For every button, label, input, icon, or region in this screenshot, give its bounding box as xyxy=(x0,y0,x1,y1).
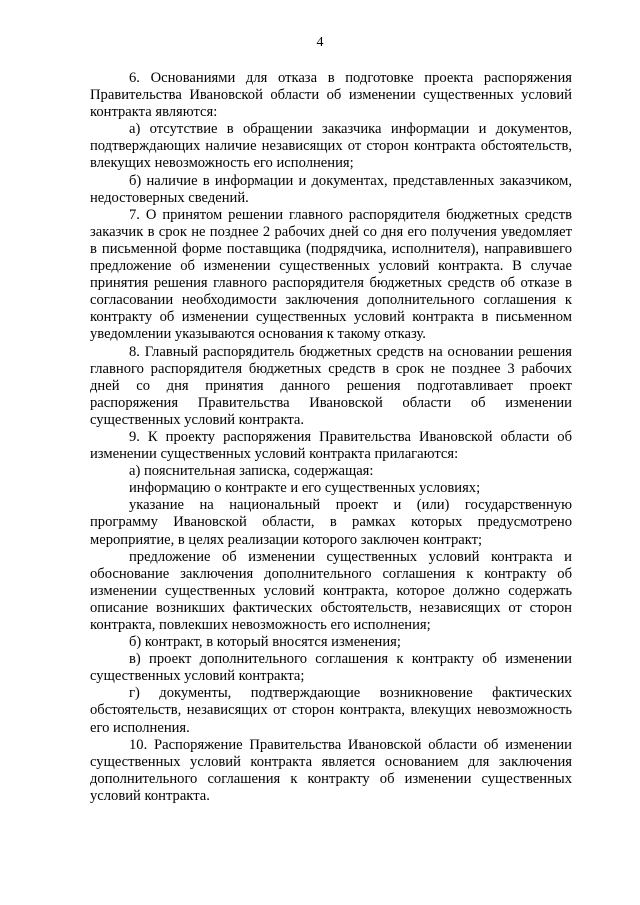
paragraph-9: 9. К проекту распоряжения Правительства Ивановской области об изменении существенных условий контракта прилагаются: xyxy=(90,428,572,463)
paragraph-9a-item-1: информацию о контракте и его существенных условиях; xyxy=(129,480,481,497)
paragraph-6b: б) наличие в информации и документах, представленных заказчиком, недостоверных сведений. xyxy=(90,172,572,206)
paragraph-9a-item-3: предложение об изменении существенных условий контракта и обоснование заключения дополнительного соглашения к контракту об изменении существенных условий контракта, которое должно содержать описание возникших фактических обстоятельств, независящих от сторон контракта, повлекших невозможность его исполнения; xyxy=(90,548,572,633)
page-number: 4 xyxy=(316,35,324,50)
paragraph-6: 6. Основаниями для отказа в подготовке проекта распоряжения Правительства Ивановской области об изменении существенных условий контракта являются: xyxy=(90,70,572,121)
paragraph-9b: б) контракт, в который вносятся изменения; xyxy=(129,634,401,651)
paragraph-9g: г) документы, подтверждающие возникновение фактических обстоятельств, независящих от сторон контракта, влекущих невозможность его исполнения. xyxy=(90,685,572,736)
paragraph-9a: а) пояснительная записка, содержащая: xyxy=(129,463,374,480)
paragraph-8: 8. Главный распорядитель бюджетных средств на основании решения главного распорядителя бюджетных средств в срок не позднее 3 рабочих дней со дня принятия данного решения подготавливает проект распоряжения Правительства Ивановской области об изменении существенных условий контракта. xyxy=(90,343,572,428)
paragraph-9v: в) проект дополнительного соглашения к контракту об изменении существенных условий контракта; xyxy=(90,651,572,685)
document-body xyxy=(90,70,572,805)
paragraph-9a-item-2: указание на национальный проект и (или) государственную программу Ивановской области, в рамках которых предусмотрено мероприятие, в целях реализации которого заключен контракт; xyxy=(90,497,572,548)
paragraph-6a: а) отсутствие в обращении заказчика информации и документов, подтверждающих наличие независящих от сторон контракта обстоятельств, влекущих невозможность его исполнения; xyxy=(90,121,572,172)
paragraph-10: 10. Распоряжение Правительства Ивановской области об изменении существенных условий контракта является основанием для заключения дополнительного соглашения к контракту об изменении существенных условий контракта. xyxy=(90,736,572,804)
paragraph-7: 7. О принятом решении главного распорядителя бюджетных средств заказчик в срок не позднее 2 рабочих дней со дня его получения уведомляет в письменной форме поставщика (подрядчика, исполнителя), направившего предложение об изменении существенных условий контракта. В случае принятия решения главного распорядителя бюджетных средств об отказе в согласовании необходимости заключения дополнительного соглашения к контракту об изменении существенных условий контракта в письменном уведомлении указываются основания к такому отказу. xyxy=(90,206,572,343)
